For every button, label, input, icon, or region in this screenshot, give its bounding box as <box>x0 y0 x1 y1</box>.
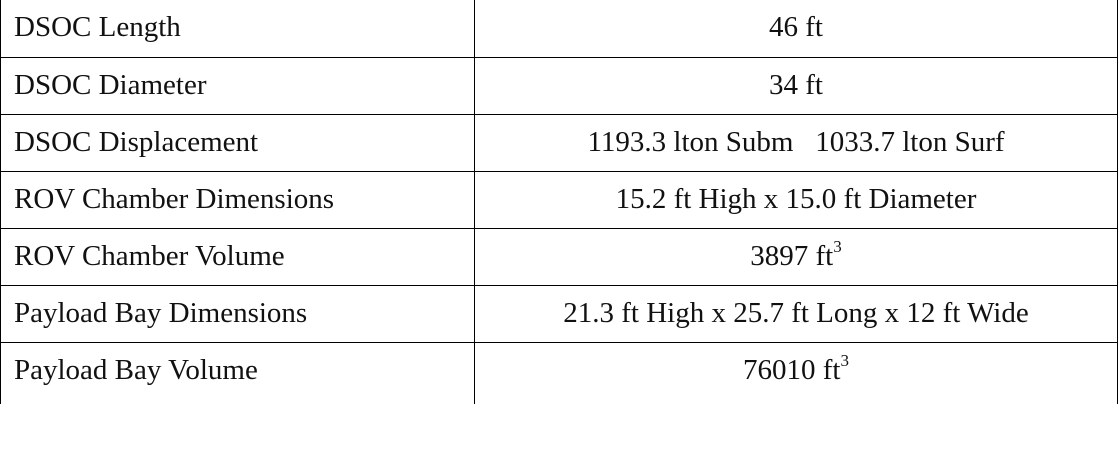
unit-exponent: 3 <box>840 350 849 370</box>
row-value <box>475 114 1118 171</box>
table-row <box>1 57 1118 114</box>
value-text: 21.3 ft High x 25.7 ft Long x 12 ft Wide <box>563 296 1029 329</box>
row-label: ROV Chamber Dimensions <box>1 171 475 228</box>
table-row <box>1 228 1118 285</box>
row-value <box>475 0 1118 57</box>
table-row <box>1 171 1118 228</box>
value-text: 3897 ft <box>750 239 834 272</box>
row-value <box>475 342 1118 404</box>
unit-exponent: 3 <box>833 236 842 256</box>
row-label: ROV Chamber Volume <box>1 228 475 285</box>
row-value <box>475 57 1118 114</box>
value-text: 46 ft <box>769 11 823 43</box>
value-text: 1193.3 lton Subm 1033.7 lton Surf <box>587 125 1005 158</box>
table-row <box>1 285 1118 342</box>
table-row <box>1 0 1118 57</box>
row-label: Payload Bay Volume <box>1 342 475 404</box>
row-value <box>475 171 1118 228</box>
row-label: DSOC Displacement <box>1 114 475 171</box>
row-label: DSOC Length <box>1 0 475 57</box>
row-label: Payload Bay Dimensions <box>1 285 475 342</box>
row-value <box>475 285 1118 342</box>
table-row <box>1 342 1118 404</box>
value-text: 15.2 ft High x 15.0 ft Diameter <box>615 182 977 215</box>
row-label: DSOC Diameter <box>1 57 475 114</box>
value-text: 76010 ft <box>743 353 841 386</box>
row-value <box>475 228 1118 285</box>
table-row <box>1 114 1118 171</box>
value-text: 34 ft <box>769 68 823 101</box>
